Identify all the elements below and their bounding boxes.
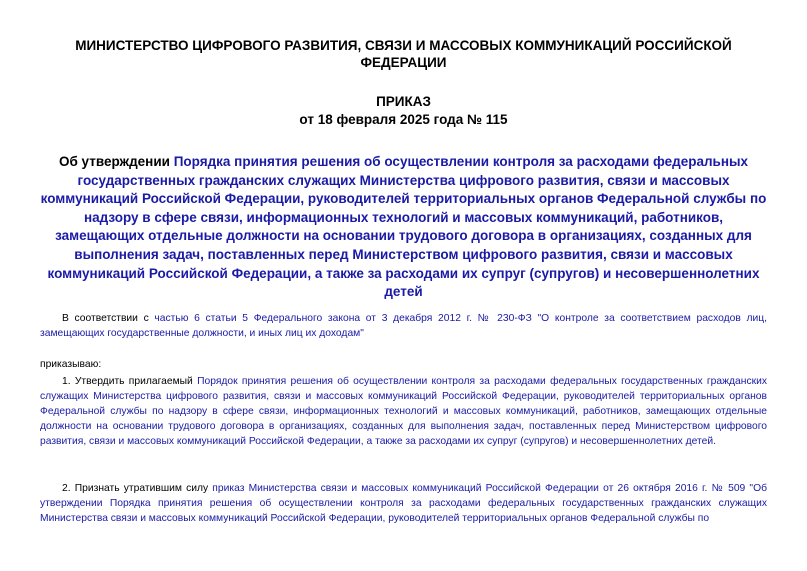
subject-procedure-link[interactable]: Порядка принятия решения об осуществлении контроля за расходами федеральных государственных гражданских служащих Министерства цифрового развития, связи и массовых коммуникаций Российской Федерации, руководителей территориальных органов Федеральной службы по надзору в сфере связи, информационных технологий и массовых коммуникаций, работников, замещающих отдельные должности на основании трудового договора в организациях, созданных для выполнения задач, поставленных перед Министерством цифрового развития, связи и массовых коммуникаций Российской Федерации, а также за расходами их супруг (супругов) и несовершеннолетних детей <box>40 154 767 300</box>
item-2-prefix: 2. Признать утратившим силу <box>62 483 213 494</box>
federal-law-link[interactable]: частью 6 статьи 5 Федерального закона от 3 декабря 2012 г. № 230-ФЗ "О контроле за соответствием расходов лиц, замещающих государственные должности, и иных лиц их доходам" <box>40 313 767 339</box>
item-2-paragraph <box>40 481 767 526</box>
repealed-order-link[interactable]: приказ Министерства связи и массовых коммуникаций Российской Федерации от 26 октября 2016 г. № 509 "Об утверждении Порядка принятия решения об осуществлении контроля за расходами федеральных государственных гражданских служащих Министерства связи и массовых коммуникаций Российской Федерации, руководителей территориальных органов Федеральной службы по <box>40 483 767 524</box>
approved-procedure-link[interactable]: Порядок принятия решения об осуществлении контроля за расходами федеральных государственных гражданских служащих Министерства цифрового развития, связи и массовых коммуникаций Российской Федерации, руководителей территориальных органов Федеральной службы по надзору в сфере связи, информационных технологий и массовых коммуникаций, работников, замещающих отдельные должности на основании трудового договора в организациях, созданных для выполнения задач, поставленных перед Министерством цифрового развития, связи и массовых коммуникаций Российской Федерации, а также за расходами их супруг (супругов) и несовершеннолетних детей. <box>40 376 767 447</box>
document-type-heading: ПРИКАЗ <box>376 94 431 109</box>
document-subject <box>38 153 769 302</box>
ministry-heading: МИНИСТЕРСТВО ЦИФРОВОГО РАЗВИТИЯ, СВЯЗИ И МАССОВЫХ КОММУНИКАЦИЙ РОССИЙСКОЙ ФЕДЕРАЦИИ <box>75 38 732 70</box>
order-word: приказываю: <box>40 359 102 370</box>
order-date-number: от 18 февраля 2025 года № 115 <box>299 112 508 127</box>
preamble-paragraph <box>40 311 767 341</box>
preamble-prefix: В соответствии с <box>62 313 155 324</box>
subject-prefix: Об утверждении <box>58 154 174 169</box>
item-1-paragraph <box>40 374 767 449</box>
item-1-prefix: 1. Утвердить прилагаемый <box>62 376 198 387</box>
